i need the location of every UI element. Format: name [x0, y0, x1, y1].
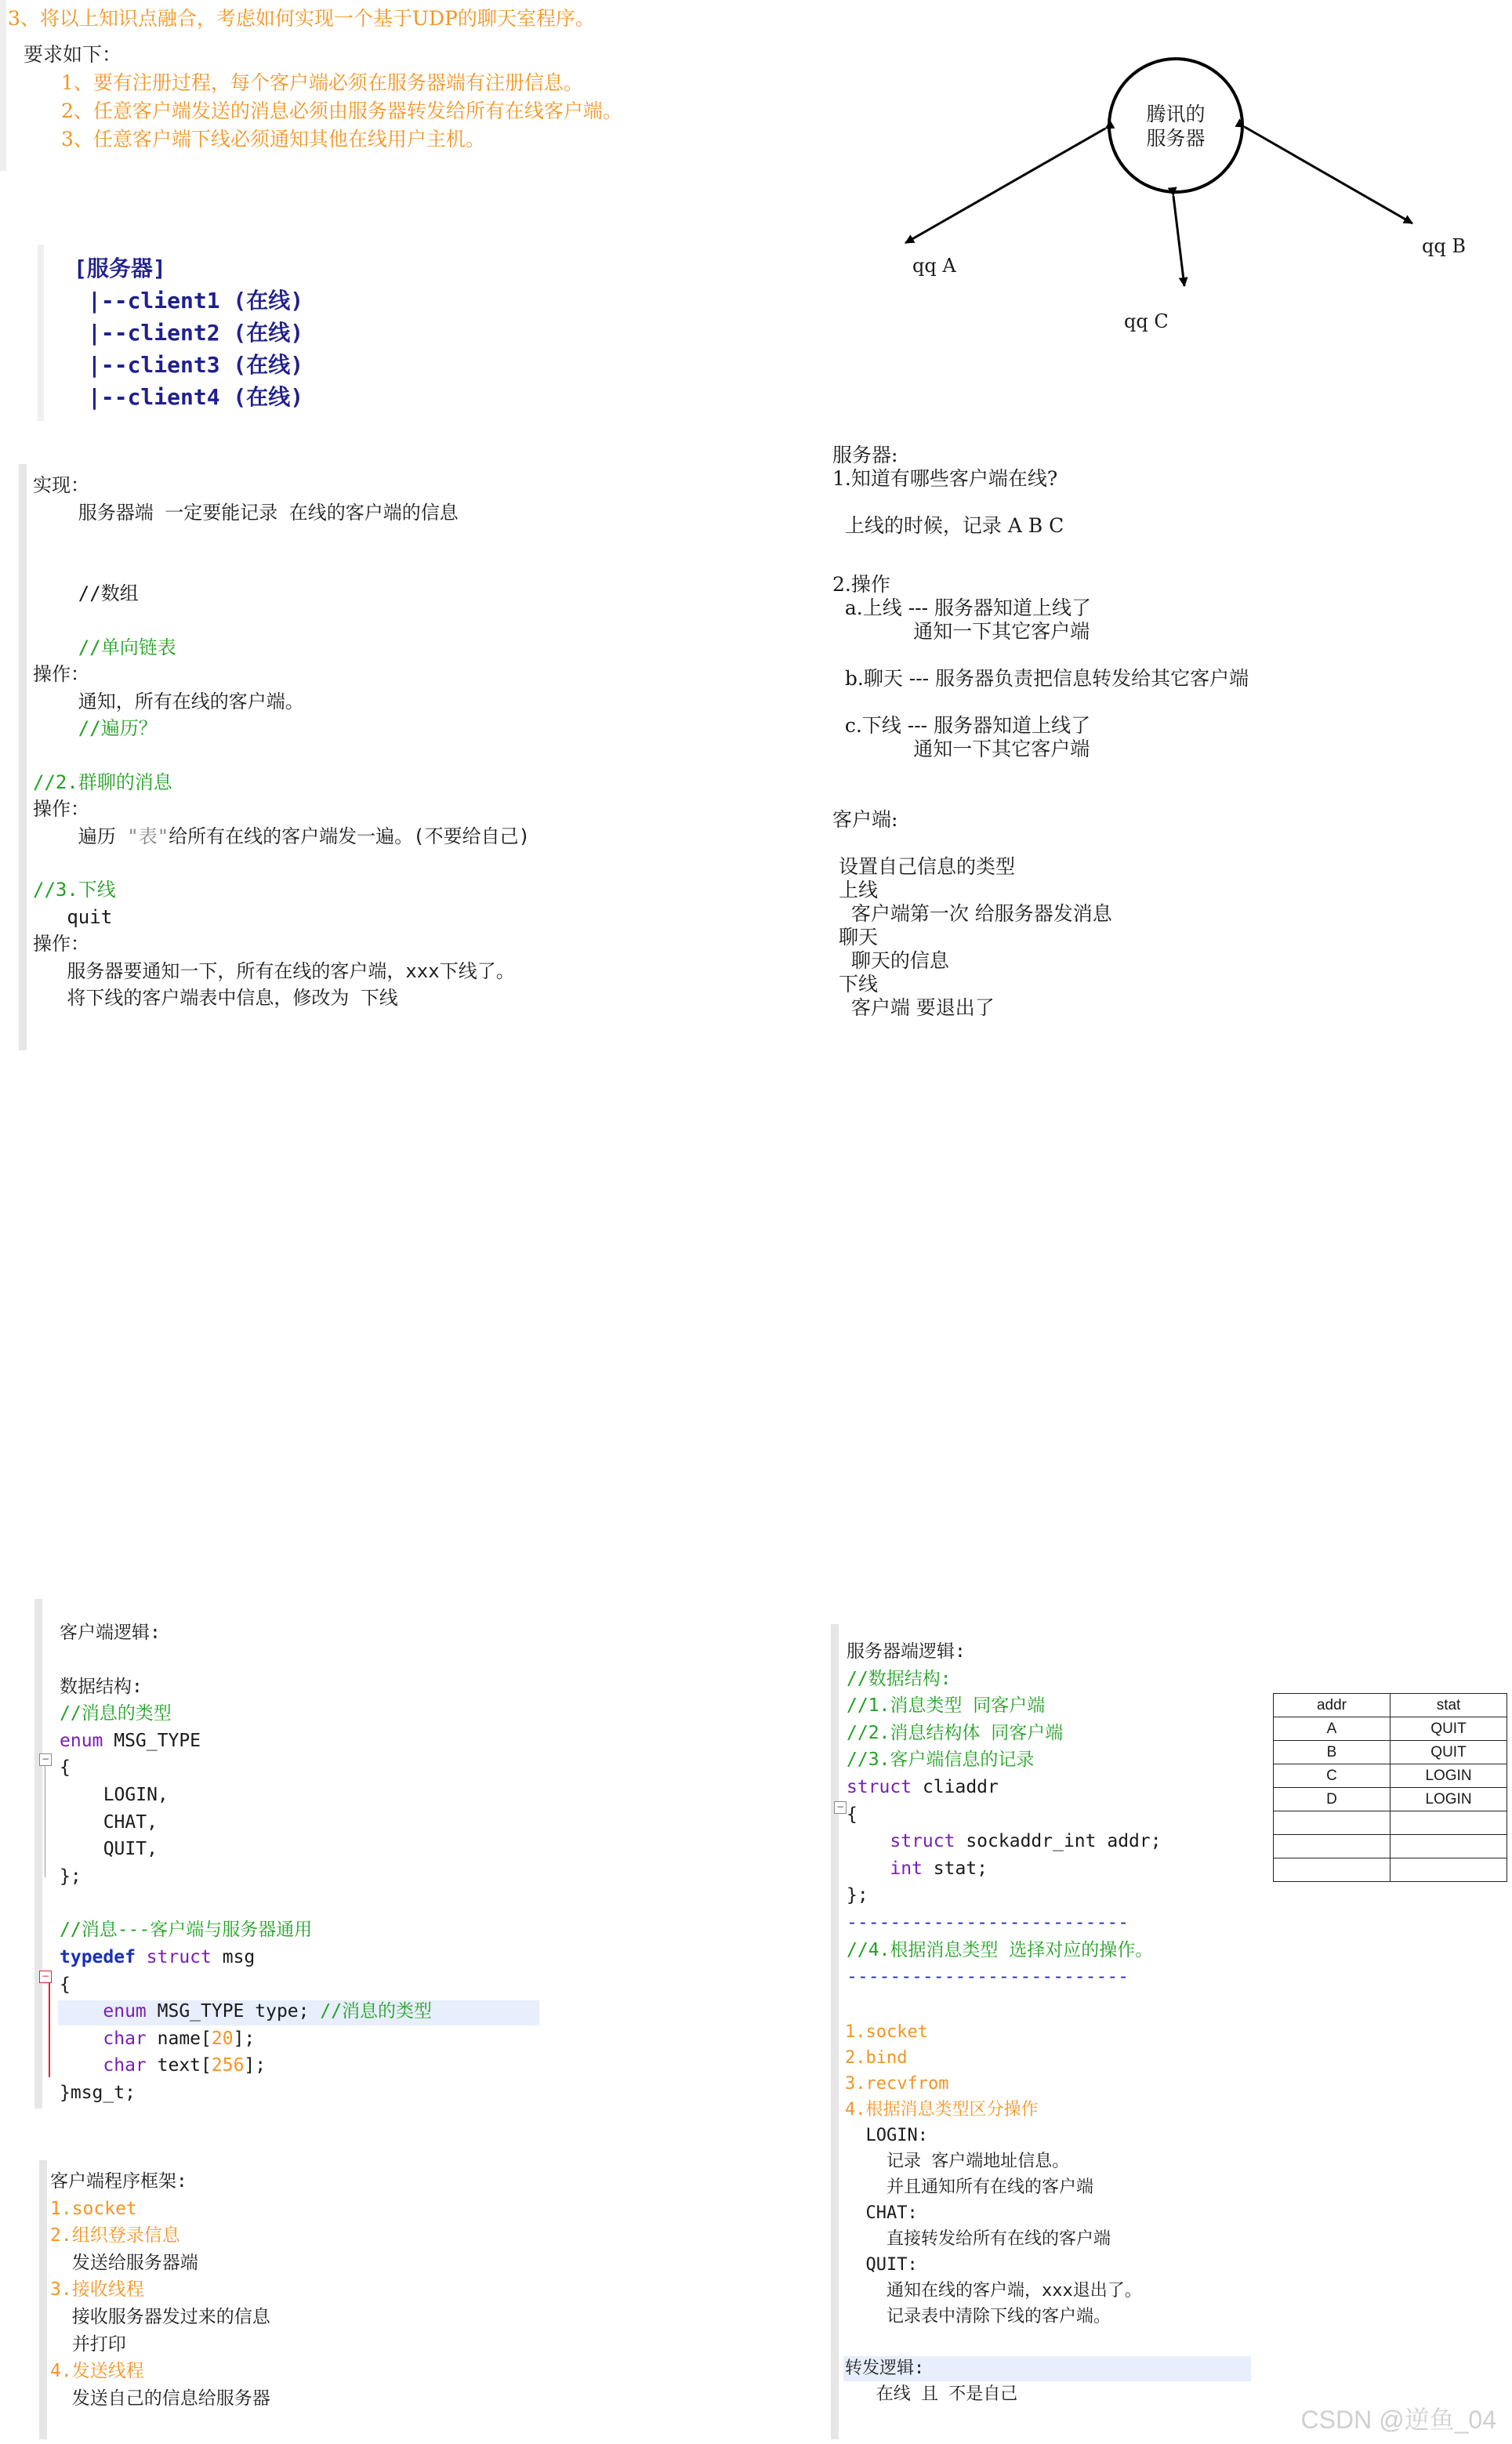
code-comment: //消息的类型: [320, 2001, 433, 2022]
code-line: 并打印: [50, 2333, 126, 2355]
code-step: 1.socket: [845, 2022, 928, 2042]
watermark: CSDN @逆鱼_04: [1300, 2406, 1496, 2434]
code-line: 发送给服务器端: [50, 2252, 198, 2273]
client-node-qq-a: qq A: [912, 255, 956, 277]
code-text: MSG_TYPE: [103, 1730, 201, 1751]
arrow-to-qq-a: [905, 129, 1105, 243]
code-comment: //3.客户端信息的记录: [847, 1750, 1035, 1771]
table-cell: [1274, 1811, 1391, 1835]
client-logic-code: [60, 1619, 432, 2107]
fold-collapse-icon[interactable]: −: [834, 1801, 847, 1814]
code-text: ];: [244, 2055, 267, 2076]
code-comment: //4.根据消息类型 选择对应的操作。: [847, 1939, 1154, 1960]
code-line: LOGIN:: [845, 2126, 928, 2145]
code-step: 2.组织登录信息: [50, 2225, 180, 2246]
fold-guide-active: [49, 1983, 50, 2077]
client-node-qq-c: qq C: [1124, 310, 1169, 332]
server-list-bar: [38, 245, 44, 421]
server-client-diagram: [862, 47, 1512, 361]
code-line: [60, 1728, 432, 1755]
impl-text: 给所有在线的客户端发一遍。(不要给自己): [169, 825, 531, 847]
code-line: CHAT,: [82, 1811, 158, 1833]
server-list-entry: |--client2 (在线): [88, 320, 304, 346]
fold-collapse-icon[interactable]: −: [39, 1971, 52, 1983]
code-line: {: [847, 1804, 858, 1825]
table-row: [1274, 1835, 1507, 1858]
code-keyword: int: [847, 1858, 923, 1879]
code-line: 记录 客户端地址信息。: [845, 2152, 1070, 2171]
impl-quoted: "表": [127, 825, 169, 847]
code-line: LOGIN,: [82, 1784, 169, 1805]
impl-text: 遍历: [33, 825, 128, 847]
client-logic-bar: [34, 1599, 42, 2109]
code-line: 接收服务器发过来的信息: [50, 2306, 270, 2327]
fold-collapse-icon[interactable]: −: [39, 1753, 52, 1766]
impl-comment: //数组: [33, 582, 139, 604]
notes-line: 服务器:: [832, 444, 898, 466]
code-line: [60, 1998, 432, 2025]
code-comment: //2.消息结构体 同客户端: [847, 1722, 1064, 1743]
impl-line: 操作：: [33, 933, 89, 955]
code-keyword: typedef: [60, 1946, 136, 1967]
server-steps-bar: [831, 2021, 839, 2439]
server-steps-code: [845, 2019, 1142, 2407]
notes-line: 通知一下其它客户端: [832, 738, 1090, 760]
table-row: [1274, 1788, 1507, 1811]
impl-comment: //单向链表: [33, 636, 176, 658]
notes-line: 客户端:: [832, 808, 898, 831]
impl-line: 服务器要通知一下，所有在线的客户端，xxx下线了。: [33, 959, 515, 982]
table-header: stat: [1391, 1694, 1507, 1717]
requirement-1: 1、要有注册过程，每个客户端必须在服务器端有注册信息。: [61, 71, 583, 94]
code-keyword: char: [60, 2055, 147, 2076]
code-line: 转发逻辑:: [845, 2359, 925, 2378]
code-line: [60, 2052, 432, 2080]
task-block: [8, 5, 622, 154]
code-text: msg: [211, 1946, 256, 1967]
client-stat-table: [1273, 1693, 1507, 1882]
code-line: };: [847, 1885, 868, 1906]
impl-line: 服务器端 一定要能记录 在线的客户端的信息: [33, 501, 459, 524]
code-divider: --------------------------: [847, 1912, 1129, 1933]
impl-comment: //3.下线: [33, 879, 116, 901]
table-cell: [1391, 1835, 1507, 1858]
code-keyword: enum: [60, 1730, 103, 1751]
notes-line: a.上线 --- 服务器知道上线了: [832, 596, 1091, 619]
server-logic-bar: [831, 1624, 839, 2021]
code-line: 客户端程序框架:: [50, 2171, 187, 2192]
code-comment: //1.消息类型 同客户端: [847, 1695, 1046, 1717]
code-text: cliaddr: [912, 1776, 999, 1797]
code-keyword: struct: [135, 1946, 212, 1967]
code-divider: --------------------------: [847, 1967, 1129, 1988]
client-frame-bar: [39, 2160, 47, 2439]
server-list-entry: |--client4 (在线): [88, 384, 304, 410]
code-line: 客户端逻辑:: [60, 1623, 161, 1643]
code-step: 3.recvfrom: [845, 2074, 949, 2094]
table-cell: [1391, 1858, 1507, 1882]
code-line: [847, 1855, 1162, 1883]
code-line: 通知在线的客户端，xxx退出了。: [845, 2281, 1142, 2301]
code-line: [60, 2025, 432, 2053]
requirement-3: 3、任意客户端下线必须通知其他在线用户主机。: [61, 128, 485, 150]
code-line: };: [60, 1866, 82, 1887]
notes-line: 下线: [832, 973, 878, 995]
client-node-qq-b: qq B: [1422, 235, 1466, 257]
table-cell: QUIT: [1391, 1717, 1507, 1741]
server-logic-code: [847, 1638, 1162, 1991]
impl-line: quit: [33, 905, 113, 928]
impl-line: [33, 823, 530, 850]
code-line: QUIT,: [82, 1839, 158, 1860]
impl-line: 操作：: [33, 798, 89, 820]
code-line: 并且通知所有在线的客户端: [845, 2177, 1093, 2197]
notes-line: 客户端 要退出了: [832, 996, 995, 1019]
notes-line: 1.知道有哪些客户端在线?: [832, 467, 1058, 490]
code-keyword: struct: [847, 1831, 955, 1852]
arrow-to-qq-c: [1173, 196, 1184, 286]
server-list: [74, 252, 303, 413]
code-step: 4.根据消息类型区分操作: [845, 2100, 1039, 2119]
impl-comment: //2.群聊的消息: [33, 771, 172, 793]
code-step: 4.发送线程: [50, 2361, 144, 2382]
code-step: 1.socket: [50, 2198, 137, 2219]
code-step: 3.接收线程: [50, 2279, 144, 2301]
code-text: MSG_TYPE type;: [146, 2001, 321, 2022]
arrow-to-qq-b: [1245, 127, 1412, 223]
notes-line: 聊天: [832, 926, 878, 948]
requirements-title: 要求如下：: [24, 43, 122, 66]
code-line: [60, 1944, 432, 1971]
code-text: name[: [146, 2028, 212, 2049]
table-cell: A: [1274, 1717, 1391, 1741]
task-margin-bar: [0, 0, 6, 171]
table-cell: [1274, 1858, 1391, 1882]
code-comment: //消息的类型: [60, 1703, 172, 1724]
code-line: [847, 1828, 1162, 1855]
code-line: }msg_t;: [60, 2082, 136, 2103]
code-text: text[: [146, 2055, 212, 2076]
table-cell: [1274, 1835, 1391, 1858]
server-label-line-1: 腾讯的: [1146, 103, 1206, 125]
code-keyword: struct: [847, 1776, 912, 1797]
code-text: ];: [233, 2028, 256, 2049]
code-line: 服务器端逻辑:: [847, 1641, 966, 1662]
table-row: [1274, 1811, 1507, 1835]
code-line: 直接转发给所有在线的客户端: [845, 2229, 1111, 2249]
code-line: {: [60, 1974, 71, 1995]
requirement-2: 2、任意客户端发送的消息必须由服务器转发给所有在线客户端。: [61, 100, 622, 122]
client-frame-code: [50, 2168, 270, 2412]
table-cell: D: [1274, 1788, 1391, 1811]
code-line: QUIT:: [845, 2255, 918, 2275]
notes-line: 聊天的信息: [832, 949, 949, 972]
impl-line: 实现：: [33, 474, 89, 496]
code-text: stat;: [922, 1858, 988, 1879]
code-number: 256: [211, 2055, 245, 2076]
code-line: 数据结构:: [60, 1676, 143, 1697]
code-step: 2.bind: [845, 2048, 908, 2068]
notes-line: 上线: [832, 879, 878, 901]
impl-bar: [19, 464, 27, 1050]
notes-line: 客户端第一次 给服务器发消息: [832, 902, 1112, 925]
server-node-label: [1129, 102, 1223, 150]
server-list-entry: |--client1 (在线): [88, 288, 304, 314]
table-row: [1274, 1741, 1507, 1764]
notes-line: b.聊天 --- 服务器负责把信息转发给其它客户端: [832, 667, 1249, 690]
server-notes: [832, 444, 1249, 1020]
server-list-entry: |--client3 (在线): [88, 352, 304, 378]
notes-line: 上线的时候，记录 A B C: [832, 514, 1064, 537]
code-comment: //消息---客户端与服务器通用: [60, 1920, 313, 1941]
table-cell: [1391, 1811, 1507, 1835]
table-row: [1274, 1858, 1507, 1882]
code-line: {: [60, 1757, 71, 1779]
impl-line: 操作：: [33, 663, 89, 685]
table-cell: QUIT: [1391, 1741, 1507, 1764]
notes-line: 2.操作: [832, 573, 890, 596]
table-cell: B: [1274, 1741, 1391, 1764]
code-comment: //数据结构:: [847, 1668, 952, 1689]
table-header: addr: [1274, 1694, 1391, 1717]
server-list-title: [服务器]: [74, 256, 166, 281]
code-line: 记录表中清除下线的客户端。: [845, 2307, 1111, 2326]
notes-line: 设置自己信息的类型: [832, 855, 1015, 878]
notes-line: 通知一下其它客户端: [832, 620, 1090, 643]
code-line: 发送自己的信息给服务器: [50, 2388, 270, 2409]
code-number: 20: [211, 2028, 234, 2049]
table-row: [1274, 1717, 1507, 1741]
table-cell: C: [1274, 1764, 1391, 1788]
table-cell: LOGIN: [1391, 1764, 1507, 1788]
impl-line: 将下线的客户端表中信息，修改为 下线: [33, 987, 398, 1009]
code-keyword: char: [60, 2028, 147, 2049]
code-line: CHAT:: [845, 2203, 918, 2223]
table-cell: LOGIN: [1391, 1788, 1507, 1811]
server-label-line-2: 服务器: [1146, 127, 1206, 150]
code-keyword: enum: [60, 2001, 147, 2022]
task-heading: 3、将以上知识点融合，考虑如何实现一个基于UDP的聊天室程序。: [8, 7, 595, 30]
impl-comment: //遍历？: [33, 717, 158, 739]
impl-line: 通知，所有在线的客户端。: [33, 690, 304, 713]
code-text: sockaddr_int addr;: [955, 1831, 1162, 1852]
table-row: [1274, 1764, 1507, 1788]
code-line: [847, 1774, 1162, 1801]
notes-line: c.下线 --- 服务器知道上线了: [832, 714, 1091, 737]
implementation-notes: [33, 472, 530, 1012]
code-line: 在线 且 不是自己: [845, 2384, 1018, 2404]
